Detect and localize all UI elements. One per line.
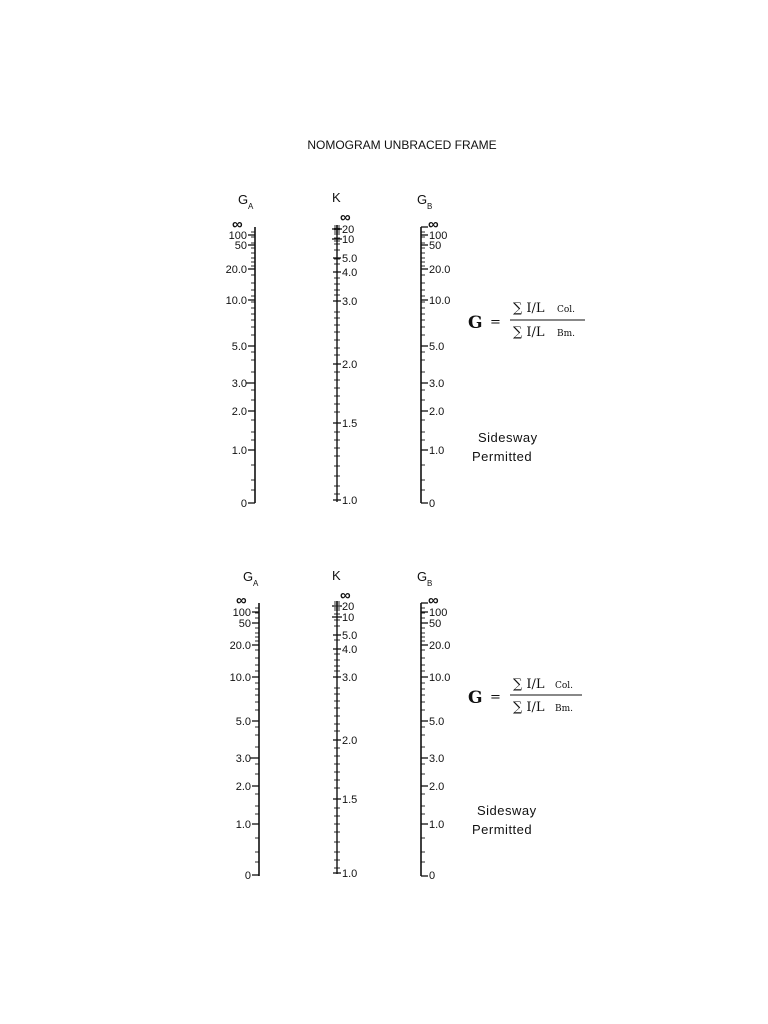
k-axis-title: K [332, 568, 341, 583]
gb-axis-subscript: B [427, 202, 433, 211]
ga-major-ticks [250, 612, 259, 875]
k-tick-label-inf: ∞ [340, 209, 351, 226]
gb-tick-label-5: 5.0 [429, 341, 445, 353]
formula-equals: = [490, 315, 501, 330]
gb-tick-label-0: 0 [429, 870, 436, 882]
gb-tick-label-3: 3.0 [429, 753, 445, 765]
ga-tick-label-20: 20.0 [225, 264, 247, 276]
gb-tick-label-0: 0 [429, 498, 436, 510]
gb-axis-title: G [417, 569, 428, 584]
k-tick-label-3: 3.0 [342, 296, 358, 308]
formula-numerator-sub: Col. [557, 305, 576, 315]
ga-tick-label-inf: ∞ [236, 592, 247, 609]
ga-tick-label-10: 10.0 [225, 295, 247, 307]
gb-major-ticks [421, 603, 428, 876]
formula-numerator: ∑ I/L [513, 301, 545, 316]
gb-tick-label-1: 1.0 [429, 819, 445, 831]
k-scale [332, 209, 357, 507]
gb-axis-subscript: B [427, 579, 433, 588]
ga-tick-label-0: 0 [244, 870, 251, 882]
k-tick-label-1: 1.0 [342, 495, 358, 507]
k-tick-label-5: 5.0 [342, 253, 358, 265]
k-scale [332, 587, 357, 880]
page-title: NOMOGRAM UNBRACED FRAME [307, 138, 497, 152]
sidesway-label: Sidesway [477, 803, 537, 818]
ga-tick-label-3: 3.0 [235, 753, 251, 765]
formula-lhs: G [468, 688, 483, 708]
ga-tick-label-1: 1.0 [235, 819, 251, 831]
sidesway-label: Sidesway [478, 430, 538, 445]
gb-tick-label-inf: ∞ [428, 592, 439, 609]
formula-numerator-sub: Col. [555, 681, 574, 691]
permitted-label: Permitted [472, 822, 533, 837]
k-tick-label-4: 4.0 [342, 644, 358, 656]
formula-denominator-sub: Bm. [557, 329, 576, 339]
ga-tick-label-0: 0 [240, 498, 247, 510]
k-tick-label-20: 20 [342, 224, 355, 236]
ga-tick-label-20: 20.0 [229, 640, 251, 652]
gb-scale [421, 592, 450, 882]
permitted-label: Permitted [472, 449, 533, 464]
ga-tick-label-100: 100 [228, 230, 247, 242]
gb-tick-label-5: 5.0 [429, 716, 445, 728]
formula-denominator: ∑ I/L [513, 325, 545, 340]
ga-axis-title: G [243, 569, 254, 584]
k-axis-title: K [332, 190, 341, 205]
gb-axis-title: G [417, 192, 428, 207]
nomogram-2 [230, 568, 582, 882]
k-tick-label-2: 2.0 [342, 735, 358, 747]
ga-tick-label-5: 5.0 [231, 341, 247, 353]
gb-major-ticks [421, 227, 428, 503]
k-tick-label-1: 1.0 [342, 868, 358, 880]
gb-tick-label-20: 20.0 [429, 264, 451, 276]
gb-scale [421, 216, 450, 510]
k-tick-label-1-5: 1.5 [342, 418, 358, 430]
ga-axis-subscript: A [253, 579, 259, 588]
gb-tick-label-2: 2.0 [429, 406, 445, 418]
nomogram-1 [226, 190, 585, 510]
k-tick-label-inf: ∞ [340, 587, 351, 604]
ga-tick-label-2: 2.0 [235, 781, 251, 793]
ga-axis-subscript: A [248, 202, 254, 211]
gb-tick-label-100: 100 [429, 230, 448, 242]
k-tick-label-10: 10 [342, 612, 355, 624]
ga-tick-label-50: 50 [238, 618, 251, 630]
ga-axis-title: G [238, 192, 249, 207]
formula-equals: = [490, 690, 501, 705]
formula-denominator: ∑ I/L [513, 700, 545, 715]
k-tick-label-1-5: 1.5 [342, 794, 358, 806]
k-tick-label-3: 3.0 [342, 672, 358, 684]
ga-tick-label-3: 3.0 [231, 378, 247, 390]
gb-tick-label-2: 2.0 [429, 781, 445, 793]
k-tick-label-2: 2.0 [342, 359, 358, 371]
k-tick-label-5: 5.0 [342, 630, 358, 642]
ga-scale [230, 592, 259, 882]
g-formula [468, 677, 582, 715]
gb-tick-label-10: 10.0 [429, 672, 451, 684]
gb-tick-label-inf: ∞ [428, 216, 439, 233]
ga-scale [226, 216, 255, 510]
gb-tick-label-20: 20.0 [429, 640, 451, 652]
gb-tick-label-1: 1.0 [429, 445, 445, 457]
k-tick-label-20: 20 [342, 601, 355, 613]
ga-tick-label-10: 10.0 [229, 672, 251, 684]
ga-tick-label-1: 1.0 [231, 445, 247, 457]
ga-tick-label-50: 50 [234, 240, 247, 252]
ga-tick-label-2: 2.0 [231, 406, 247, 418]
formula-denominator-sub: Bm. [555, 704, 574, 714]
formula-lhs: G [468, 313, 483, 333]
gb-tick-label-3: 3.0 [429, 378, 445, 390]
k-tick-label-4: 4.0 [342, 267, 358, 279]
k-tick-label-10: 10 [342, 234, 355, 246]
g-formula [468, 301, 585, 340]
gb-tick-label-10: 10.0 [429, 295, 451, 307]
ga-tick-label-100: 100 [232, 607, 251, 619]
formula-numerator: ∑ I/L [513, 677, 545, 692]
gb-tick-label-50: 50 [429, 240, 442, 252]
gb-tick-label-100: 100 [429, 607, 448, 619]
ga-tick-label-5: 5.0 [235, 716, 251, 728]
gb-tick-label-50: 50 [429, 618, 442, 630]
ga-tick-label-inf: ∞ [232, 216, 243, 233]
